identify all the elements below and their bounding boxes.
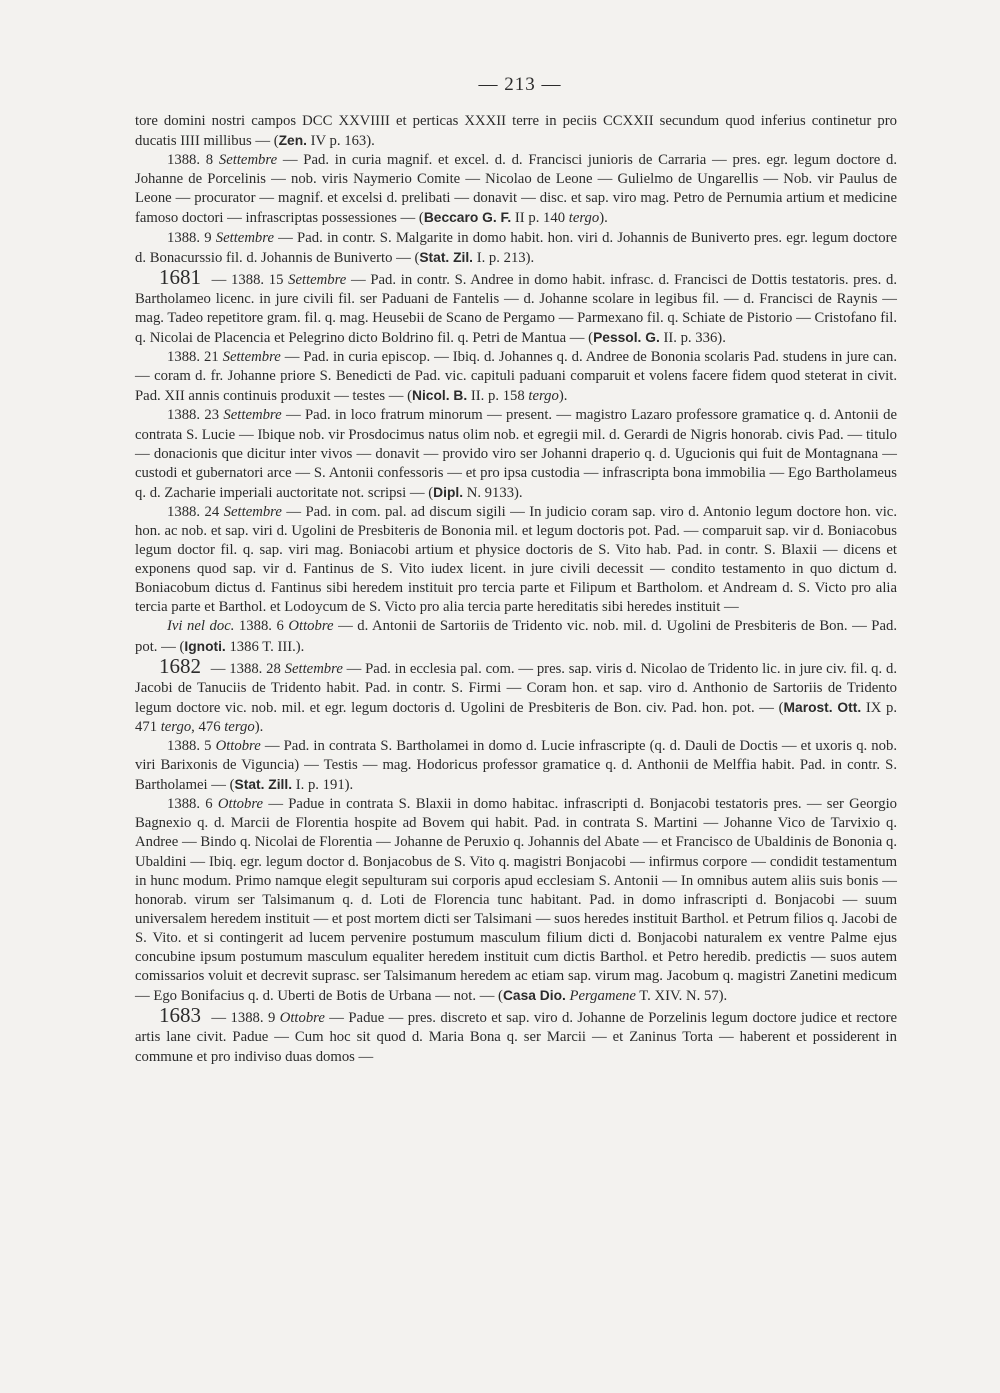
paragraph (135, 151, 897, 228)
entry-paragraph (135, 1003, 897, 1066)
paragraph-text: 1388. 5 Ottobre — Pad. in contrata S. Bartholamei in domo d. Lucie infrascripte (q. d. Dauli de Doctis — et uxoris q. nob. viri Barixonis de Viguncia) — Testis — mag. Hodoricus professor gramatice q. d. Anthonii de Melffia habit. Pad. in contr. S. Bartholamei — (Stat. Zill. I. p. 191). (135, 738, 898, 794)
paragraph-text: 1388. 24 Settembre — Pad. in com. pal. ad discum sigili — In judicio coram sap. viro d. Antonio legum doctore hon. vic. hon. ac nob. et sap. viri d. Ugolini de Presbiteris de Bononia mil. et legum doctoris pot. Pad. — comparuit sap. vir d. Boniacobus legum doctor fil. q. sap. viri mag. Boniacobi artium et physice doctoris de S. Vito hab. Pad. in contr. S. Blaxii — dicens et exponens quod sap. vir d. Fantinus de S. Vito iudex licent. in jure civili decessit — condito testamento in quo dictum d. Boniacobum dictus d. Fantinus sibi heredem instituit pro tercia parte et Filipum et Bartholom. et Andream d. S. Victo pro alia tercia parte et Barthol. et Lodoycum de S. Victo pro alia tercia parte hereditatis sibi heredes instituit — (135, 503, 897, 616)
entry-paragraph (135, 653, 898, 737)
paragraph-text: — 1388. 28 Settembre — Pad. in ecclesia pal. com. — pres. sap. viris d. Nicolao de Tridento lic. in jure civ. fil. q. d. Jacobi de Tanuciis de Tridento habit. Pad. in contr. S. Firmi — Coram hon. et sap. viro d. Anthonio de Sartoriis de Tridento legum doctore vic. nob. mil. et egr. legum doctoris d. Ugolini de Presbiteris de Bon. civ. Pad. hon. pot. — (Marost. Ott. IX p. 471 tergo, 476 tergo). (135, 660, 898, 735)
paragraph-text: 1388. 21 Settembre — Pad. in curia episcop. — Ibiq. d. Johannes q. d. Andree de Bononia scolaris Pad. studens in jure can. — coram d. fr. Johanne priore S. Benedicti de Pad. vic. capituli paduani comparuit et volens facere fidem quod steterat in civit. Pad. XII annis continuis produxit — testes — (Nicol. B. II. p. 158 tergo). (135, 349, 898, 405)
paragraph-text: 1388. 6 Ottobre — Padue in contrata S. Blaxii in domo habitac. infrascripti d. Bonjacobi testatoris pres. — ser Georgio Bagnexio q. d. Marcii de Florentia hospite ad Bovem qui habit. Pad. in contrata S. Martini — Johanne Vico de Tarvixio q. Andree — Bindo q. Nicolai de Florentia — Johanne de Peruxio q. Johannis del Abate — et Francisco de Ubaldinis de Bononia q. Ubaldini — Ibiq. egr. legum doctor d. Bonjacobus de S. Vito q. magistri Bonjacobi — infirmus corpore — condidit testamentum in hunc modum. Primo namque elegit sepulturam sui corporis apud ecclesiam S. Antonii — In omnibus autem aliis suis bonis — honorab. virum ser Talsimanum q. d. Loti de Florencia tunc habitant. Pad. in domo infrascripti d. Bonjacobi — suum universalem heredem instituit — et post mortem dicti ser Talsimani — suos heredes instituit Barthol. et Petrum filios q. Jacobi de S. Vito. et si contingerit ad lucem pervenire postumum masculum filium dicti d. Bonjacobi naturalem ex ventre Palme ejus concubine ipsum postumum masculum equaliter heredem instituit cum dictis Barthol. et Petro heredib. predictis — suos autem comissarios voluit et decrevit suprasc. ser Talsimanum heredem ac etiam sap. virum mag. Jacobum q. magistri Zanetini medicum — Ego Bonifacius q. d. Uberti de Botis de Urbana — not. — (Casa Dio. Pergamene T. XIV. N. 57). (135, 796, 898, 1005)
paragraph (135, 737, 897, 795)
paragraph-text: 1388. 9 Settembre — Pad. in contr. S. Malgarite in domo habit. hon. viri d. Johannis de Buniverto pres. egr. legum doctore d. Bonacurssio fil. d. Johannis de Buniverto — (Stat. Zil. I. p. 213). (135, 229, 898, 266)
paragraph-text: Ivi nel doc. 1388. 6 Ottobre — d. Antonii de Sartoriis de Tridento vic. nob. mil. d. Ugolini de Presbiteris de Bon. — Pad. pot. — (Ignoti. 1386 T. III.). (135, 618, 897, 655)
paragraph (135, 795, 897, 1006)
document-body (135, 112, 897, 1067)
paragraph-text: 1388. 23 Settembre — Pad. in loco fratrum minorum — present. — magistro Lazaro professore gramatice q. d. Antonii de contrata S. Lucie — Ibique nob. vir Prosdocimus natus olim nob. et egregii mil. d. Gerardi de Nigris honorab. civis Pad. — titulo — donacionis que dicitur inter vivos — donavit — provido viro ser Johanni draperio q. d. Ugucionis qui fuit de Montagnana — custodi et gubernatori arce — S. Antonii confessoris — et pro ipsa custodia — infrascripta bona immobilia — Ego Bartholameus q. d. Zacharie imperiali auctoritate not. scripsi — (Dipl. N. 9133). (135, 407, 898, 501)
page-number: — 213 — (478, 74, 562, 95)
entry-number: 1681 (159, 264, 201, 289)
paragraph-text: 1388. 8 Settembre — Pad. in curia magnif. et excel. d. d. Francisci junioris de Carraria — pres. egr. legum doctore d. Johanne de Porcelinis — nob. viris Naymerio Comite — Nicolao de Leone — Gulielmo de Ungarellis — Nob. vir Paulus de Leone — procurator — magnif. et excelsi d. prelibati — donavit — disc. et sap. viro mag. Petro de Pernumia artium et medicine famoso doctori — infrascriptas possessiones — (Beccaro G. F. II p. 140 tergo). (135, 152, 897, 227)
paragraph (135, 503, 897, 618)
paragraph-text: — 1388. 9 Ottobre — Padue — pres. discreto et sap. viro d. Johanne de Porzelinis legum doctore judice et rectore artis lane civit. Padue — Cum hoc sit quod d. Maria Bona q. ser Marcii — et Zaninus Torta — haberent et possiderent in commune et pro indiviso duas domos — (135, 1010, 897, 1065)
entry-paragraph (135, 264, 898, 348)
paragraph (135, 406, 897, 502)
entry-number: 1682 (159, 653, 201, 678)
entry-number: 1683 (159, 1003, 201, 1028)
paragraph (135, 229, 897, 268)
paragraph-text: — 1388. 15 Settembre — Pad. in contr. S. Andree in domo habit. infrasc. d. Francisci de Dottis testatoris. pres. d. Bartholameo licenc. in jure civili fil. ser Paduani de Fantelis — d. Johanne scolare in legibus fil. — d. Francisci de Raynis — mag. Tadeo repetitore gram. fil. q. mag. Heusebii de Scano de Pergamo — Parmexano fil. q. Schiate de Pistorio — Cristofano fil. q. Nicolai de Placencia et Pelegrino dicto Boldrino fil. q. Petri de Mantua — (Pessol. G. II. p. 336). (135, 271, 898, 347)
paragraph (135, 348, 897, 406)
paragraph-text: tore domini nostri campos DCC XXVIIII et perticas XXXII terre in peciis CCXXII secundum quod inferius continetur pro ducatis IIII millibus — (Zen. IV p. 163). (135, 113, 897, 150)
paragraph (135, 112, 897, 151)
paragraph (135, 617, 897, 656)
